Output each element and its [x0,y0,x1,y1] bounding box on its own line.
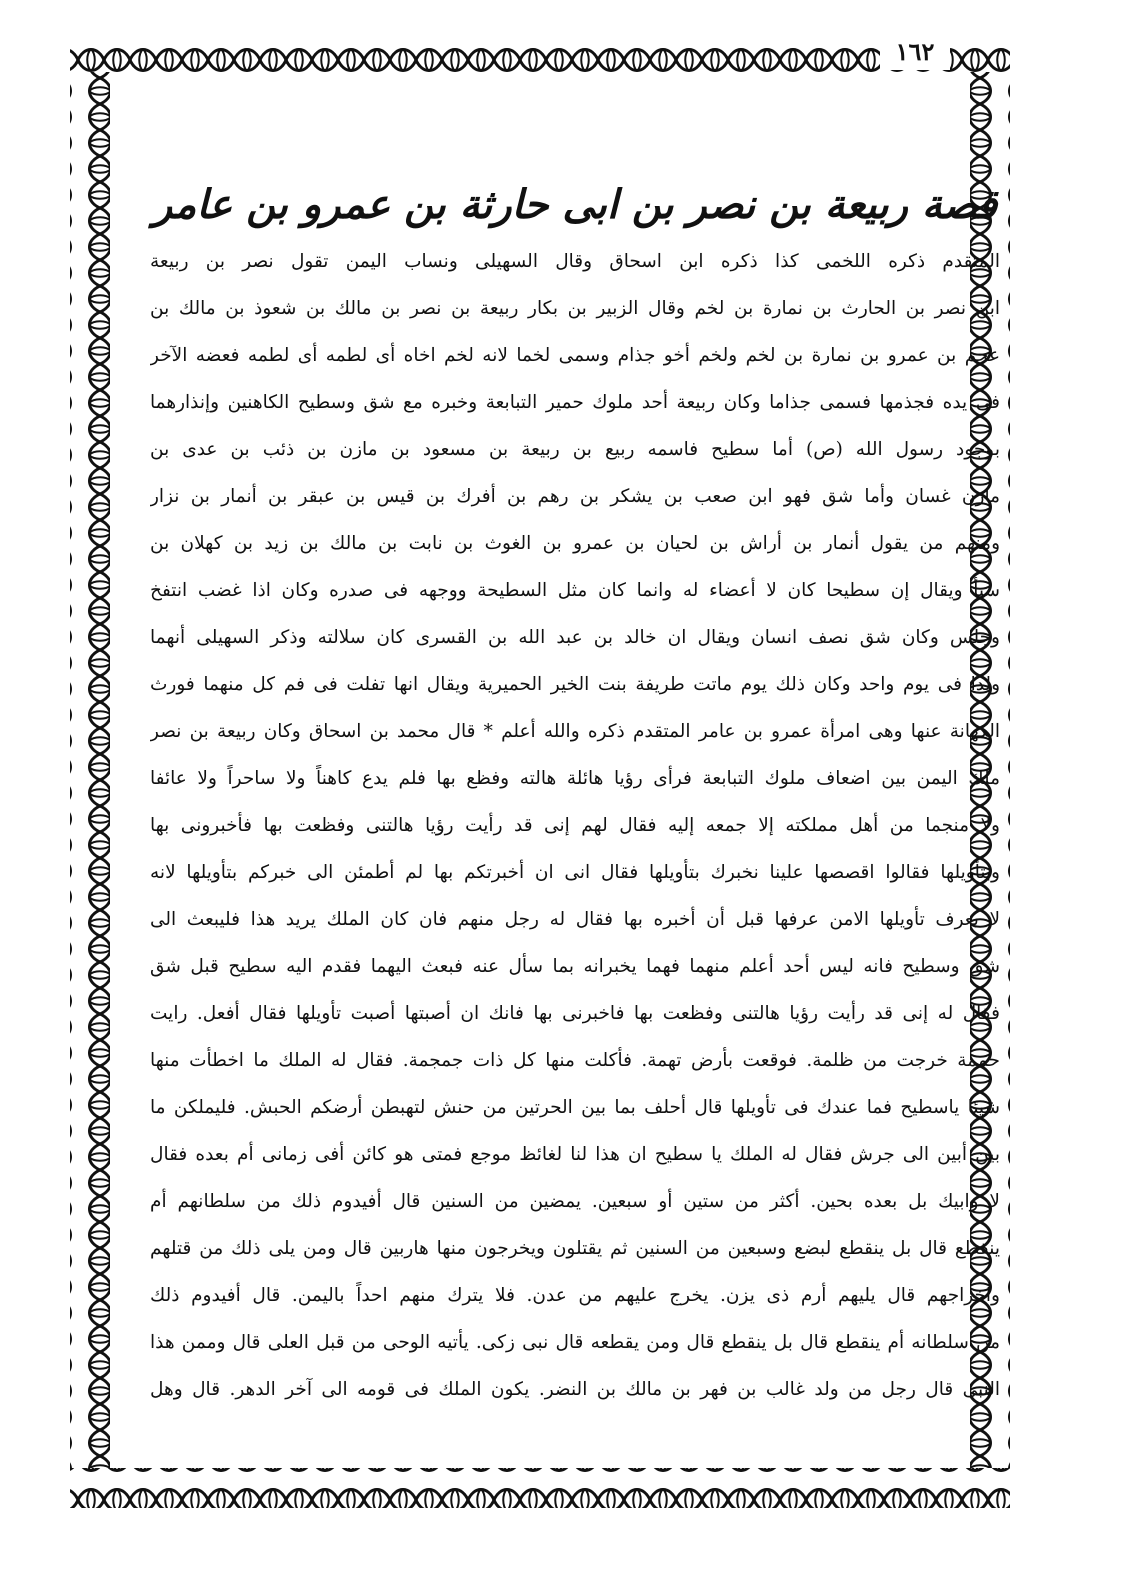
text-line: لا وابيك بل بعده بحين. أكثر من ستين أو سبعين. يمضين من السنين قال أفيدوم ذلك من سلطانهم أم [150,1191,1000,1212]
text-line: الكهانة عنها وهى امرأة عمرو بن عامر المتقدم ذكره والله أعلم * قال محمد بن اسحاق وكان ربيعة بن نصر [150,721,1000,742]
text-line: شق وسطيح فانه ليس أحد أعلم منهما فهما يخبرانه بما سأل عنه فبعث اليهما فقدم اليه سطيح قبل شق [150,956,1000,977]
text-line: بين أبين الى جرش فقال له الملك يا سطيح ان هذا لنا لغائظ موجع فمتى هو كائن أفى زمانى أم بعده فقال [150,1144,1000,1165]
text-line: ابن نصر بن الحارث بن نمارة بن لخم وقال الزبير بن بكار ربيعة بن نصر بن مالك بن شعوذ بن مالك بن [150,298,1000,319]
text-line: شيئا ياسطيح فما عندك فى تأويلها قال أحلف بما بين الحرتين من حنش لتهبطن أرضكم الحبش. فليملكن ما [150,1097,1000,1118]
text-line: حممة خرجت من ظلمة. فوقعت بأرض تهمة. فأكلت منها كل ذات جمجمة. فقال له الملك ما اخطأت منها [150,1050,1000,1071]
text-line: ولا منجما من أهل مملكته إلا جمعه إليه فقال لهم إنى قد رأيت رؤيا هالتنى وفظعت بها فأخبرونى بها [150,815,1000,836]
text-line: لا يعرف تأويلها الامن عرفها قبل أن أخبره بها فقال له رجل منهم فان كان الملك يريد هذا فليبعث الى [150,909,1000,930]
text-line: وبتأويلها فقالوا اقصصها علينا نخبرك بتأويلها فقال انى ان أخبرتكم بها لم أطمئن الى خبركم بتأويلها لانه [150,862,1000,883]
text-line: ينقطع قال بل ينقطع لبضع وسبعين من السنين ثم يقتلون ويخرجون منها هاربين قال ومن يلى ذلك من قتلهم [150,1238,1000,1259]
page-number: ١٦٢ [880,34,950,70]
text-line: مازن غسان وأما شق فهو ابن صعب بن يشكر بن رهم بن أفرك بن قيس بن عبقر بن أنمار بن نزار [150,486,1000,507]
text-line: عجم بن عمرو بن نمارة بن لخم ولخم أخو جذام وسمى لخما لانه لخم اخاه أى لطمه أى لطمه فعضه الآخر [150,345,1000,366]
text-line: فقال له إنى قد رأيت رؤيا هالتنى وفظعت بها فاخبرنى بها فانك ان أصبتها أصبت تأويلها فقال أفعل. رايت [150,1003,1000,1024]
text-line: سبأ ويقال إن سطيحا كان لا أعضاء له وانما كان مثل السطيحة ووجهه فى صدره وكان اذا غضب انتفخ [150,580,1000,601]
text-line: فى يده فجذمها فسمى جذاما وكان ربيعة أحد ملوك حمير التبابعة وخبره مع شق وسطيح الكاهنين وإنذارهما [150,392,1000,413]
text-line: ولدا فى يوم واحد وكان ذلك يوم ماتت طريفة بنت الخير الحميرية ويقال انها تفلت فى فم كل منهما فورث [150,674,1000,695]
text-line: المتقدم ذكره اللخمى كذا ذكره ابن اسحاق وقال السهيلى ونساب اليمن تقول نصر بن ربيعة [150,251,1000,272]
text-line: ومنهم من يقول أنمار بن أراش بن لحيان بن عمرو بن الغوث بن نابت بن مالك بن زيد بن كهلان بن [150,533,1000,554]
body-text [150,238,1000,1413]
text-line: بوجود رسول الله (ص) أما سطيح فاسمه ربيع بن ربيعة بن مسعود بن مازن بن ذئب بن عدى بن [150,439,1000,460]
text-line: واخراجهم قال يليهم أرم ذى يزن. يخرج عليهم من عدن. فلا يترك منهم احداً باليمن. قال أفيدوم ذلك [150,1285,1000,1306]
text-line: النبى قال رجل من ولد غالب بن فهر بن مالك بن النضر. يكون الملك فى قومه الى آخر الدهر. قال وهل [150,1379,1000,1400]
text-line: من سلطانه أم ينقطع قال بل ينقطع قال ومن يقطعه قال نبى زكى. يأتيه الوحى من قبل العلى قال وممن هذا [150,1332,1000,1353]
text-line: وجلس وكان شق نصف انسان ويقال ان خالد بن عبد الله بن القسرى كان سلالته وذكر السهيلى أنهما [150,627,1000,648]
page-title: قصة ربيعة بن نصر بن ابى حارثة بن عمرو بن عامر [152,180,998,228]
text-line: ملك اليمن بين اضعاف ملوك التبابعة فرأى رؤيا هائلة هالته وفظع بها فلم يدع كاهناً ولا ساحراً ولا عائفا [150,768,1000,789]
